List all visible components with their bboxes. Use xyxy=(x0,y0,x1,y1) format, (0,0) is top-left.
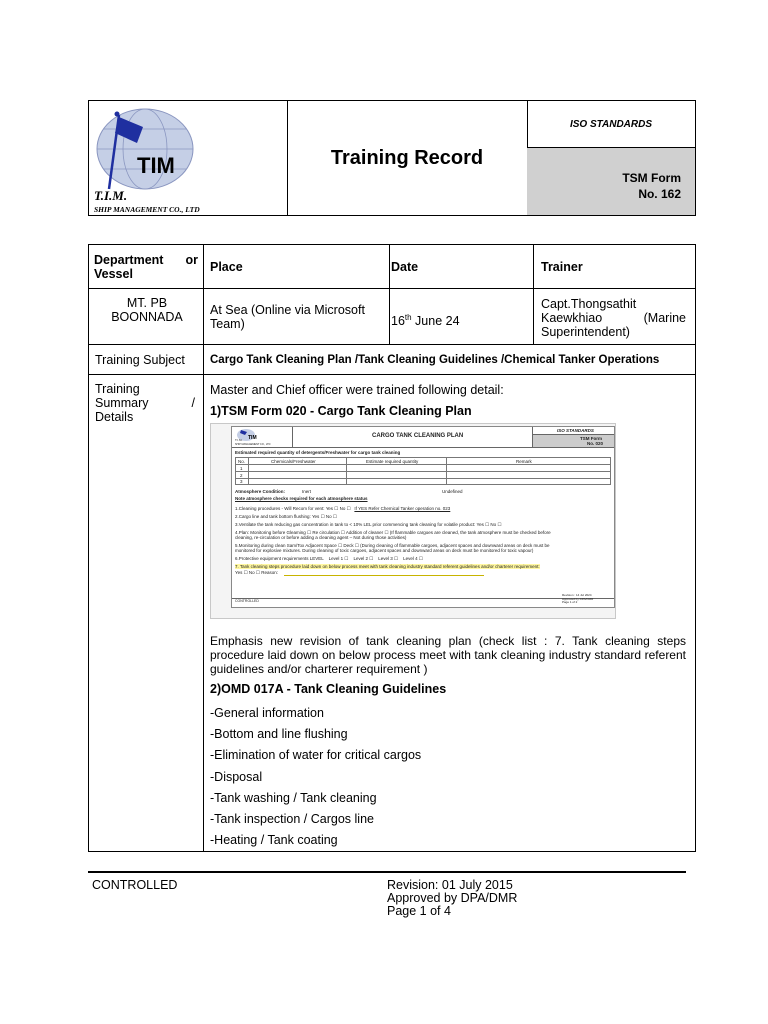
topic-list xyxy=(210,703,421,851)
embedded-divider xyxy=(236,464,610,465)
embedded-form-image xyxy=(210,423,616,619)
date-value xyxy=(391,311,460,328)
header-department-text: Department or Vessel xyxy=(94,253,198,281)
embedded-page: Page 1 of 2 xyxy=(562,600,578,604)
svg-text:TIM: TIM xyxy=(137,153,175,178)
embedded-line7: 7. Tank cleaning steps procedure laid down on below process meet with tank cleaning industry standard referent guidelines and/or charterer requirement: xyxy=(235,564,540,569)
summary-label-3: Details xyxy=(95,410,134,424)
summary-intro: Master and Chief officer were trained following detail: xyxy=(210,383,504,397)
summary-label xyxy=(95,382,195,424)
embedded-col-remark: Remark xyxy=(516,459,532,464)
embedded-row-number: 2 xyxy=(240,473,243,478)
embedded-iso: ISO STANDARDS xyxy=(557,428,594,433)
header-date: Date xyxy=(391,260,419,274)
list-item: -Tank washing / Tank cleaning xyxy=(210,790,377,805)
list-item: -Heating / Tank coating xyxy=(210,833,338,848)
summary-label-2 xyxy=(95,396,195,410)
embedded-col-chem: Chemicals/Freshwater xyxy=(271,459,316,464)
form-number-line1: TSM Form xyxy=(622,171,681,185)
row-divider-3 xyxy=(89,374,695,375)
embedded-row-number: 1 xyxy=(240,466,243,471)
footer-revision-block xyxy=(387,879,517,918)
embedded-line4: 4.Plan: Monitoring before Gleaming ☐ Re circulation ☐ Addition of cleaner ☐ (If flammable cargoes are cleaned, the tank atmosphere must be checked before xyxy=(235,530,551,535)
section2-heading: 2)OMD 017A - Tank Cleaning Guidelines xyxy=(210,682,447,696)
embedded-form-header xyxy=(232,427,614,448)
embedded-inert: Inert xyxy=(302,489,312,494)
svg-text:TIM: TIM xyxy=(248,435,257,441)
logo-cell xyxy=(89,101,288,215)
list-item: -Elimination of water for critical cargos xyxy=(210,748,422,763)
place-value: At Sea (Online via Microsoft Team) xyxy=(210,303,365,331)
embedded-divider xyxy=(236,478,610,479)
embedded-line5: 5.Monitoring during clean Sam/Tox Adjacent Space ☐ Deck ☐ (During cleaning of flammable cargoes, adjacent spaces and downward areas on deck must be xyxy=(235,543,550,548)
embedded-divider xyxy=(533,434,614,435)
embedded-level3: Level 3 xyxy=(378,556,393,561)
footer-rule xyxy=(88,871,686,873)
embedded-form-no-1: TSM Form xyxy=(580,436,602,441)
iso-standards-label: ISO STANDARDS xyxy=(527,101,695,148)
header-trainer: Trainer xyxy=(541,260,583,274)
trainer-surname: Kaewkhiao xyxy=(541,311,603,325)
embedded-line2a: 2.Cargo line and tank bottom flushing: Yes xyxy=(235,514,320,519)
list-item: -General information xyxy=(210,706,324,720)
embedded-undefined: Undefined xyxy=(442,489,463,494)
trainer-line2 xyxy=(541,311,686,325)
embedded-row-number: 3 xyxy=(240,479,243,484)
embedded-line5b: Deck xyxy=(343,543,354,548)
emphasis-text: Emphasis new revision of tank cleaning plan (check list : 7. Tank cleaning steps procedure laid down on below process meet with tank cleaning industry standard referent guidelines and/or charterer requirement ) xyxy=(210,634,686,676)
embedded-level2: Level 2 xyxy=(353,556,368,561)
embedded-col-no: No. xyxy=(238,459,246,464)
embedded-line2b: No xyxy=(325,514,332,519)
embedded-company: T.I.M. xyxy=(235,438,243,442)
form-number-line2: No. 162 xyxy=(638,187,681,201)
list-item: -Tank inspection / Cargos line xyxy=(210,812,374,827)
summary-label-1: Training xyxy=(95,382,140,396)
embedded-controlled: CONTROLLED xyxy=(235,599,259,603)
embedded-atmosphere: Atmosphere Condition: xyxy=(235,489,285,494)
subject-label: Training Subject xyxy=(95,353,185,367)
embedded-estimate-heading: Estimated required quantity of detergents/Freshwater for cargo tank cleaning xyxy=(235,450,401,455)
document-header xyxy=(88,100,696,216)
header-department xyxy=(94,253,198,281)
embedded-line7-answer: Yes ☐ No ☐ Reason: xyxy=(235,570,278,575)
embedded-line4e: cleaning, re-circulation or before adding a cleaning agent – Not during those activities) xyxy=(235,535,407,540)
list-item: -Bottom and line flushing xyxy=(210,727,348,742)
section1-heading: 1)TSM Form 020 - Cargo Tank Cleaning Plan xyxy=(210,404,472,418)
embedded-line5c: (During cleaning of flammable cargoes, adjacent spaces and downward areas on deck must be xyxy=(360,543,550,548)
row-divider-2 xyxy=(89,344,695,345)
embedded-line5a: 5.Monitoring during clean Sam/Tox Adjacent Space xyxy=(235,543,337,548)
form-number-cell xyxy=(527,148,695,215)
date-suffix: th xyxy=(404,313,412,322)
embedded-footer-line xyxy=(232,598,614,599)
embedded-reason-line xyxy=(284,575,484,576)
embedded-line3a: 3.Ventilate the tank reducing gas concentration in tank to < 10% LEL prior commencing tank cleaning for volatile product: Yes xyxy=(235,522,484,527)
embedded-divider xyxy=(292,427,293,447)
footer-page: Page 1 of 4 xyxy=(387,904,451,918)
footer-revision: Revision: 01 July 2015 xyxy=(387,878,513,892)
embedded-title: CARGO TANK CLEANING PLAN xyxy=(372,433,464,439)
embedded-line3b: No xyxy=(490,522,497,527)
col-divider-3 xyxy=(533,245,534,345)
embedded-line4c: Addition of cleaner xyxy=(345,530,384,535)
col-divider-2 xyxy=(389,245,390,345)
embedded-revision-block xyxy=(562,594,593,605)
embedded-approved: Approved by DPA/DMR xyxy=(562,596,594,601)
date-day: 16 xyxy=(391,314,405,329)
summary-label-2a: Summary xyxy=(95,396,149,410)
embedded-quantity-table xyxy=(235,457,611,485)
embedded-line4d: (If flammable cargoes are cleaned, the tank atmosphere must be checked before xyxy=(389,530,551,535)
trainer-role: Superintendent) xyxy=(541,325,630,339)
embedded-line7-no: No xyxy=(248,570,255,575)
header-place: Place xyxy=(210,260,243,274)
embedded-line7-reason: Reason: xyxy=(261,570,278,575)
embedded-line6: 6.Protective equipment requirements LEVEL Level 1 ☐ Level 2 ☐ Level 3 ☐ Level 4 ☐ xyxy=(235,556,423,561)
page-title: Training Record xyxy=(287,101,528,215)
date-rest: June 24 xyxy=(411,314,460,329)
footer-approved: Approved by DPA/DMR xyxy=(387,891,518,905)
embedded-divider xyxy=(236,471,610,472)
embedded-line1: 1.Cleaning procedures - Will Recom for vent: Yes ☐ No ☐ If YES Refer Chemical Tanker operation no. 023 xyxy=(235,506,451,511)
col-divider-1 xyxy=(203,245,204,851)
embedded-form-no-2: No. 020 xyxy=(587,441,604,446)
embedded-line7-yes: Yes xyxy=(235,570,243,575)
company-subtitle: SHIP MANAGEMENT CO., LTD xyxy=(94,205,200,214)
footer-controlled: CONTROLLED xyxy=(92,878,178,892)
trainer-role-open: (Marine xyxy=(643,311,686,325)
embedded-revision: Revision : 14 Jul 2024 xyxy=(562,593,592,597)
company-name: T.I.M. xyxy=(94,188,128,203)
subject-value: Cargo Tank Cleaning Plan /Tank Cleaning Guidelines /Chemical Tanker Operations xyxy=(210,354,660,366)
embedded-line3: 3.Ventilate the tank reducing gas concentration in tank to < 10% LEL prior commencing tank cleaning for volatile product: Yes ☐ No ☐ xyxy=(235,522,502,527)
trainer-value xyxy=(541,297,686,339)
embedded-company-sub: SHIP MANAGEMENT CO., LTD xyxy=(235,443,271,446)
embedded-line4a: 4.Plan: Monitoring before Gleaming xyxy=(235,530,306,535)
embedded-level4: Level 4 xyxy=(403,556,418,561)
embedded-form-page xyxy=(231,426,615,608)
embedded-line1a: 1.Cleaning procedures - Will Recom for vent: Yes xyxy=(235,506,334,511)
embedded-level1: Level 1 xyxy=(328,556,344,561)
embedded-line4b: Re circulation xyxy=(312,530,340,535)
embedded-line1b: No xyxy=(339,506,346,511)
embedded-col-est: Estimate required quantity xyxy=(366,459,419,464)
embedded-line6a: 6.Protective equipment requirements LEVEL xyxy=(235,556,324,561)
embedded-line1c: If YES Refer Chemical Tanker operation no. 023 xyxy=(354,506,451,511)
embedded-line5d: monitored for explosive mixtures. During cleaning of toxic cargoes, adjacent spaces and downward areas on deck must be monitored for toxic vapour) xyxy=(235,548,534,553)
list-item: -Disposal xyxy=(210,769,263,784)
trainer-name: Capt.Thongsathit xyxy=(541,297,637,311)
vessel-name: MT. PB BOONNADA xyxy=(111,296,183,324)
embedded-note: Note atmosphere checks required for each atmosphere status xyxy=(235,496,368,501)
summary-label-2b: / xyxy=(191,396,195,410)
embedded-line2: 2.Cargo line and tank bottom flushing: Yes ☐ No ☐ xyxy=(235,514,337,519)
row-divider-1 xyxy=(89,288,695,289)
